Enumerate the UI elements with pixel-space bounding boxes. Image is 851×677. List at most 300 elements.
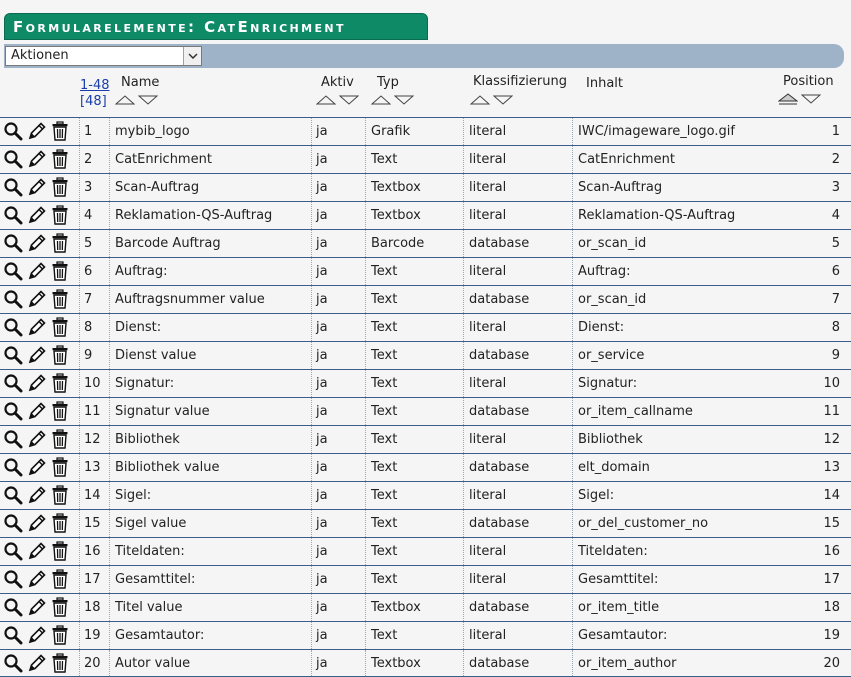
table-row	[0, 565, 851, 593]
magnifier-icon[interactable]	[3, 569, 23, 589]
column-divider	[365, 174, 366, 201]
magnifier-icon[interactable]	[3, 317, 23, 337]
trash-icon[interactable]	[51, 597, 69, 617]
column-divider	[311, 482, 312, 509]
trash-icon[interactable]	[51, 457, 69, 477]
column-divider	[463, 622, 464, 649]
cell-inhalt: or_item_author	[578, 656, 677, 671]
column-divider	[109, 174, 110, 201]
triangle-down-icon[interactable]	[801, 93, 821, 105]
trash-icon[interactable]	[51, 569, 69, 589]
row-actions	[3, 401, 69, 421]
row-actions	[3, 233, 69, 253]
cell-inhalt: CatEnrichment	[578, 152, 675, 167]
row-actions	[3, 317, 69, 337]
row-actions	[3, 569, 69, 589]
row-actions	[3, 373, 69, 393]
column-divider	[109, 454, 110, 481]
column-divider	[365, 594, 366, 621]
magnifier-icon[interactable]	[3, 513, 23, 533]
cell-nr: 8	[84, 320, 92, 335]
column-divider	[572, 426, 573, 453]
cell-klass: literal	[469, 488, 506, 503]
triangle-up-icon[interactable]	[778, 93, 798, 105]
trash-icon[interactable]	[51, 429, 69, 449]
column-divider	[365, 258, 366, 285]
pencil-icon[interactable]	[27, 345, 47, 365]
column-divider	[463, 426, 464, 453]
cell-typ: Text	[371, 516, 397, 531]
cell-klass: literal	[469, 544, 506, 559]
column-divider	[109, 202, 110, 229]
actions-dropdown[interactable]	[5, 46, 202, 66]
cell-klass: literal	[469, 628, 506, 643]
col-header-typ: Typ	[377, 75, 399, 90]
cell-nr: 16	[84, 544, 101, 559]
trash-icon[interactable]	[51, 205, 69, 225]
column-divider	[365, 426, 366, 453]
trash-icon[interactable]	[51, 373, 69, 393]
row-actions	[3, 457, 69, 477]
cell-aktiv: ja	[316, 320, 328, 335]
triangle-up-icon[interactable]	[115, 94, 135, 106]
row-actions	[3, 177, 69, 197]
trash-icon[interactable]	[51, 653, 69, 673]
column-divider	[311, 258, 312, 285]
cell-typ: Text	[371, 404, 397, 419]
range-link[interactable]: 1-48	[80, 78, 110, 93]
pencil-icon[interactable]	[27, 373, 47, 393]
column-divider	[463, 594, 464, 621]
pencil-icon[interactable]	[27, 205, 47, 225]
col-header-inhalt: Inhalt	[586, 76, 623, 91]
trash-icon[interactable]	[51, 513, 69, 533]
pencil-icon[interactable]	[27, 317, 47, 337]
pencil-icon[interactable]	[27, 429, 47, 449]
trash-icon[interactable]	[51, 177, 69, 197]
column-divider	[109, 538, 110, 565]
cell-pos: 7	[832, 292, 840, 307]
chevron-down-icon[interactable]	[183, 47, 201, 65]
column-divider	[365, 622, 366, 649]
row-actions	[3, 205, 69, 225]
cell-typ: Text	[371, 292, 397, 307]
column-divider	[463, 650, 464, 676]
page-title-tab	[4, 13, 428, 40]
pencil-icon[interactable]	[27, 289, 47, 309]
cell-aktiv: ja	[316, 152, 328, 167]
cell-name: Bibliothek	[115, 432, 180, 447]
cell-nr: 2	[84, 152, 92, 167]
column-divider	[365, 286, 366, 313]
cell-nr: 11	[84, 404, 101, 419]
cell-inhalt: or_service	[578, 348, 644, 363]
cell-typ: Text	[371, 376, 397, 391]
cell-typ: Text	[371, 460, 397, 475]
cell-pos: 13	[823, 460, 840, 475]
cell-inhalt: or_del_customer_no	[578, 516, 708, 531]
row-actions	[3, 121, 69, 141]
pencil-icon[interactable]	[27, 457, 47, 477]
cell-pos: 6	[832, 264, 840, 279]
trash-icon[interactable]	[51, 121, 69, 141]
column-divider	[463, 342, 464, 369]
column-divider	[79, 146, 80, 173]
pencil-icon[interactable]	[27, 625, 47, 645]
column-divider	[109, 594, 110, 621]
cell-aktiv: ja	[316, 376, 328, 391]
column-divider	[109, 566, 110, 593]
column-divider	[109, 482, 110, 509]
column-divider	[311, 174, 312, 201]
magnifier-icon[interactable]	[3, 401, 23, 421]
cell-aktiv: ja	[316, 264, 328, 279]
column-divider	[572, 566, 573, 593]
table-row	[0, 593, 851, 621]
magnifier-icon[interactable]	[3, 373, 23, 393]
magnifier-icon[interactable]	[3, 261, 23, 281]
cell-inhalt: Scan-Auftrag	[578, 180, 662, 195]
pencil-icon[interactable]	[27, 513, 47, 533]
column-divider	[572, 510, 573, 537]
cell-aktiv: ja	[316, 488, 328, 503]
cell-name: Gesamtautor:	[115, 628, 204, 643]
column-divider	[572, 454, 573, 481]
pencil-icon[interactable]	[27, 177, 47, 197]
col-header-klassifizierung: Klassifizierung	[473, 74, 567, 89]
cell-nr: 1	[84, 124, 92, 139]
column-divider	[572, 398, 573, 425]
cell-pos: 8	[832, 320, 840, 335]
table-row	[0, 341, 851, 369]
column-divider	[365, 342, 366, 369]
cell-name: Gesamttitel:	[115, 572, 195, 587]
column-divider	[311, 230, 312, 257]
actions-dropdown-value: Aktionen	[11, 48, 69, 63]
cell-name: Scan-Auftrag	[115, 180, 199, 195]
cell-inhalt: or_item_callname	[578, 404, 693, 419]
cell-typ: Text	[371, 348, 397, 363]
cell-name: Signatur:	[115, 376, 174, 391]
column-divider	[572, 146, 573, 173]
column-divider	[311, 426, 312, 453]
magnifier-icon[interactable]	[3, 597, 23, 617]
column-divider	[365, 650, 366, 676]
cell-aktiv: ja	[316, 432, 328, 447]
cell-pos: 1	[832, 124, 840, 139]
column-divider	[463, 510, 464, 537]
column-divider	[109, 370, 110, 397]
magnifier-icon[interactable]	[3, 457, 23, 477]
row-actions	[3, 653, 69, 673]
column-divider	[79, 202, 80, 229]
cell-aktiv: ja	[316, 516, 328, 531]
triangle-down-icon[interactable]	[138, 94, 158, 106]
trash-icon[interactable]	[51, 541, 69, 561]
table-row	[0, 229, 851, 257]
column-divider	[463, 398, 464, 425]
cell-pos: 18	[823, 600, 840, 615]
pencil-icon[interactable]	[27, 261, 47, 281]
cell-klass: literal	[469, 376, 506, 391]
magnifier-icon[interactable]	[3, 205, 23, 225]
pencil-icon[interactable]	[27, 541, 47, 561]
column-divider	[365, 538, 366, 565]
row-actions	[3, 597, 69, 617]
trash-icon[interactable]	[51, 289, 69, 309]
cell-nr: 20	[84, 656, 101, 671]
cell-inhalt: elt_domain	[578, 460, 650, 475]
cell-klass: database	[469, 600, 529, 615]
magnifier-icon[interactable]	[3, 625, 23, 645]
triangle-up-icon[interactable]	[371, 94, 391, 106]
pencil-icon[interactable]	[27, 121, 47, 141]
cell-name: Bibliothek value	[115, 460, 219, 475]
pencil-icon[interactable]	[27, 233, 47, 253]
trash-icon[interactable]	[51, 485, 69, 505]
cell-nr: 3	[84, 180, 92, 195]
cell-klass: database	[469, 460, 529, 475]
column-divider	[311, 650, 312, 676]
cell-klass: database	[469, 236, 529, 251]
cell-klass: literal	[469, 124, 506, 139]
column-divider	[463, 202, 464, 229]
cell-inhalt: Gesamttitel:	[578, 572, 658, 587]
pencil-icon[interactable]	[27, 149, 47, 169]
column-divider	[311, 398, 312, 425]
magnifier-icon[interactable]	[3, 289, 23, 309]
cell-pos: 12	[823, 432, 840, 447]
column-divider	[365, 510, 366, 537]
table-row	[0, 425, 851, 453]
cell-pos: 19	[823, 628, 840, 643]
column-divider	[311, 538, 312, 565]
cell-name: Barcode Auftrag	[115, 236, 221, 251]
magnifier-icon[interactable]	[3, 485, 23, 505]
cell-typ: Text	[371, 264, 397, 279]
cell-name: mybib_logo	[115, 124, 190, 139]
column-divider	[311, 314, 312, 341]
cell-inhalt: Gesamtautor:	[578, 628, 667, 643]
column-divider	[572, 538, 573, 565]
page-title: Formularelemente: CatEnrichment	[5, 14, 427, 36]
pencil-icon[interactable]	[27, 485, 47, 505]
column-divider	[365, 230, 366, 257]
cell-pos: 4	[832, 208, 840, 223]
trash-icon[interactable]	[51, 233, 69, 253]
column-divider	[572, 370, 573, 397]
column-divider	[365, 454, 366, 481]
cell-klass: database	[469, 348, 529, 363]
cell-pos: 5	[832, 236, 840, 251]
table-row	[0, 173, 851, 201]
cell-klass: literal	[469, 572, 506, 587]
cell-name: Auftrag:	[115, 264, 168, 279]
sort-controls-name	[115, 94, 158, 106]
magnifier-icon[interactable]	[3, 345, 23, 365]
magnifier-icon[interactable]	[3, 233, 23, 253]
cell-typ: Text	[371, 320, 397, 335]
column-divider	[79, 538, 80, 565]
column-divider	[79, 622, 80, 649]
column-divider	[109, 314, 110, 341]
trash-icon[interactable]	[51, 401, 69, 421]
column-divider	[365, 566, 366, 593]
cell-inhalt: Dienst:	[578, 320, 624, 335]
cell-inhalt: Auftrag:	[578, 264, 631, 279]
magnifier-icon[interactable]	[3, 429, 23, 449]
table-row	[0, 509, 851, 537]
column-divider	[109, 510, 110, 537]
cell-typ: Text	[371, 628, 397, 643]
cell-pos: 2	[832, 152, 840, 167]
cell-name: Signatur value	[115, 404, 210, 419]
column-divider	[79, 342, 80, 369]
cell-pos: 9	[832, 348, 840, 363]
magnifier-icon[interactable]	[3, 653, 23, 673]
cell-name: Autor value	[115, 656, 190, 671]
column-divider	[79, 510, 80, 537]
column-divider	[572, 286, 573, 313]
column-divider	[109, 426, 110, 453]
cell-aktiv: ja	[316, 292, 328, 307]
column-divider	[572, 202, 573, 229]
column-divider	[572, 174, 573, 201]
cell-aktiv: ja	[316, 572, 328, 587]
row-actions	[3, 625, 69, 645]
pencil-icon[interactable]	[27, 653, 47, 673]
column-divider	[311, 286, 312, 313]
column-divider	[463, 174, 464, 201]
column-divider	[572, 230, 573, 257]
pencil-icon[interactable]	[27, 597, 47, 617]
row-actions	[3, 485, 69, 505]
trash-icon[interactable]	[51, 261, 69, 281]
column-divider	[365, 146, 366, 173]
column-divider	[79, 258, 80, 285]
row-actions	[3, 541, 69, 561]
column-divider	[463, 370, 464, 397]
col-header-name: Name	[121, 75, 159, 90]
column-divider	[79, 566, 80, 593]
cell-aktiv: ja	[316, 404, 328, 419]
column-divider	[311, 342, 312, 369]
column-divider	[572, 594, 573, 621]
cell-typ: Textbox	[371, 600, 421, 615]
cell-aktiv: ja	[316, 628, 328, 643]
column-divider	[365, 482, 366, 509]
cell-typ: Text	[371, 152, 397, 167]
elements-table	[0, 117, 851, 677]
trash-icon[interactable]	[51, 625, 69, 645]
column-divider	[463, 286, 464, 313]
trash-icon[interactable]	[51, 317, 69, 337]
cell-name: Titel value	[115, 600, 183, 615]
cell-nr: 5	[84, 236, 92, 251]
cell-klass: literal	[469, 320, 506, 335]
cell-typ: Text	[371, 544, 397, 559]
triangle-down-icon[interactable]	[339, 94, 359, 106]
triangle-up-icon[interactable]	[470, 94, 490, 106]
row-actions	[3, 513, 69, 533]
triangle-down-icon[interactable]	[493, 94, 513, 106]
column-divider	[572, 622, 573, 649]
cell-klass: literal	[469, 152, 506, 167]
column-divider	[109, 398, 110, 425]
cell-nr: 6	[84, 264, 92, 279]
column-divider	[463, 538, 464, 565]
cell-typ: Text	[371, 488, 397, 503]
cell-name: Auftragsnummer value	[115, 292, 265, 307]
triangle-down-icon[interactable]	[394, 94, 414, 106]
col-header-aktiv: Aktiv	[321, 75, 354, 90]
triangle-up-icon[interactable]	[316, 94, 336, 106]
row-actions	[3, 149, 69, 169]
cell-pos: 17	[823, 572, 840, 587]
column-divider	[365, 202, 366, 229]
table-row	[0, 369, 851, 397]
row-actions	[3, 261, 69, 281]
column-divider	[463, 566, 464, 593]
column-divider	[79, 482, 80, 509]
column-divider	[109, 118, 110, 145]
cell-nr: 13	[84, 460, 101, 475]
row-actions	[3, 345, 69, 365]
column-divider	[572, 258, 573, 285]
column-divider	[311, 566, 312, 593]
magnifier-icon[interactable]	[3, 149, 23, 169]
cell-pos: 16	[823, 544, 840, 559]
column-divider	[79, 650, 80, 676]
cell-typ: Textbox	[371, 656, 421, 671]
trash-icon[interactable]	[51, 149, 69, 169]
sort-controls-aktiv	[316, 94, 359, 106]
cell-typ: Barcode	[371, 236, 424, 251]
magnifier-icon[interactable]	[3, 541, 23, 561]
sort-controls-klassifizierung	[470, 94, 513, 106]
column-divider	[109, 286, 110, 313]
cell-nr: 12	[84, 432, 101, 447]
cell-nr: 19	[84, 628, 101, 643]
column-divider	[463, 146, 464, 173]
pencil-icon[interactable]	[27, 569, 47, 589]
column-divider	[311, 146, 312, 173]
magnifier-icon[interactable]	[3, 121, 23, 141]
sort-controls-typ	[371, 94, 414, 106]
column-divider	[79, 454, 80, 481]
cell-klass: literal	[469, 432, 506, 447]
column-divider	[109, 622, 110, 649]
pencil-icon[interactable]	[27, 401, 47, 421]
table-row	[0, 481, 851, 509]
cell-aktiv: ja	[316, 124, 328, 139]
cell-name: Dienst value	[115, 348, 196, 363]
column-divider	[311, 594, 312, 621]
cell-inhalt: or_scan_id	[578, 236, 646, 251]
magnifier-icon[interactable]	[3, 177, 23, 197]
column-divider	[365, 398, 366, 425]
column-divider	[79, 594, 80, 621]
cell-aktiv: ja	[316, 348, 328, 363]
cell-name: Reklamation-QS-Auftrag	[115, 208, 272, 223]
table-row	[0, 537, 851, 565]
trash-icon[interactable]	[51, 345, 69, 365]
column-divider	[109, 342, 110, 369]
cell-aktiv: ja	[316, 236, 328, 251]
table-row	[0, 621, 851, 649]
cell-klass: literal	[469, 264, 506, 279]
cell-name: CatEnrichment	[115, 152, 212, 167]
